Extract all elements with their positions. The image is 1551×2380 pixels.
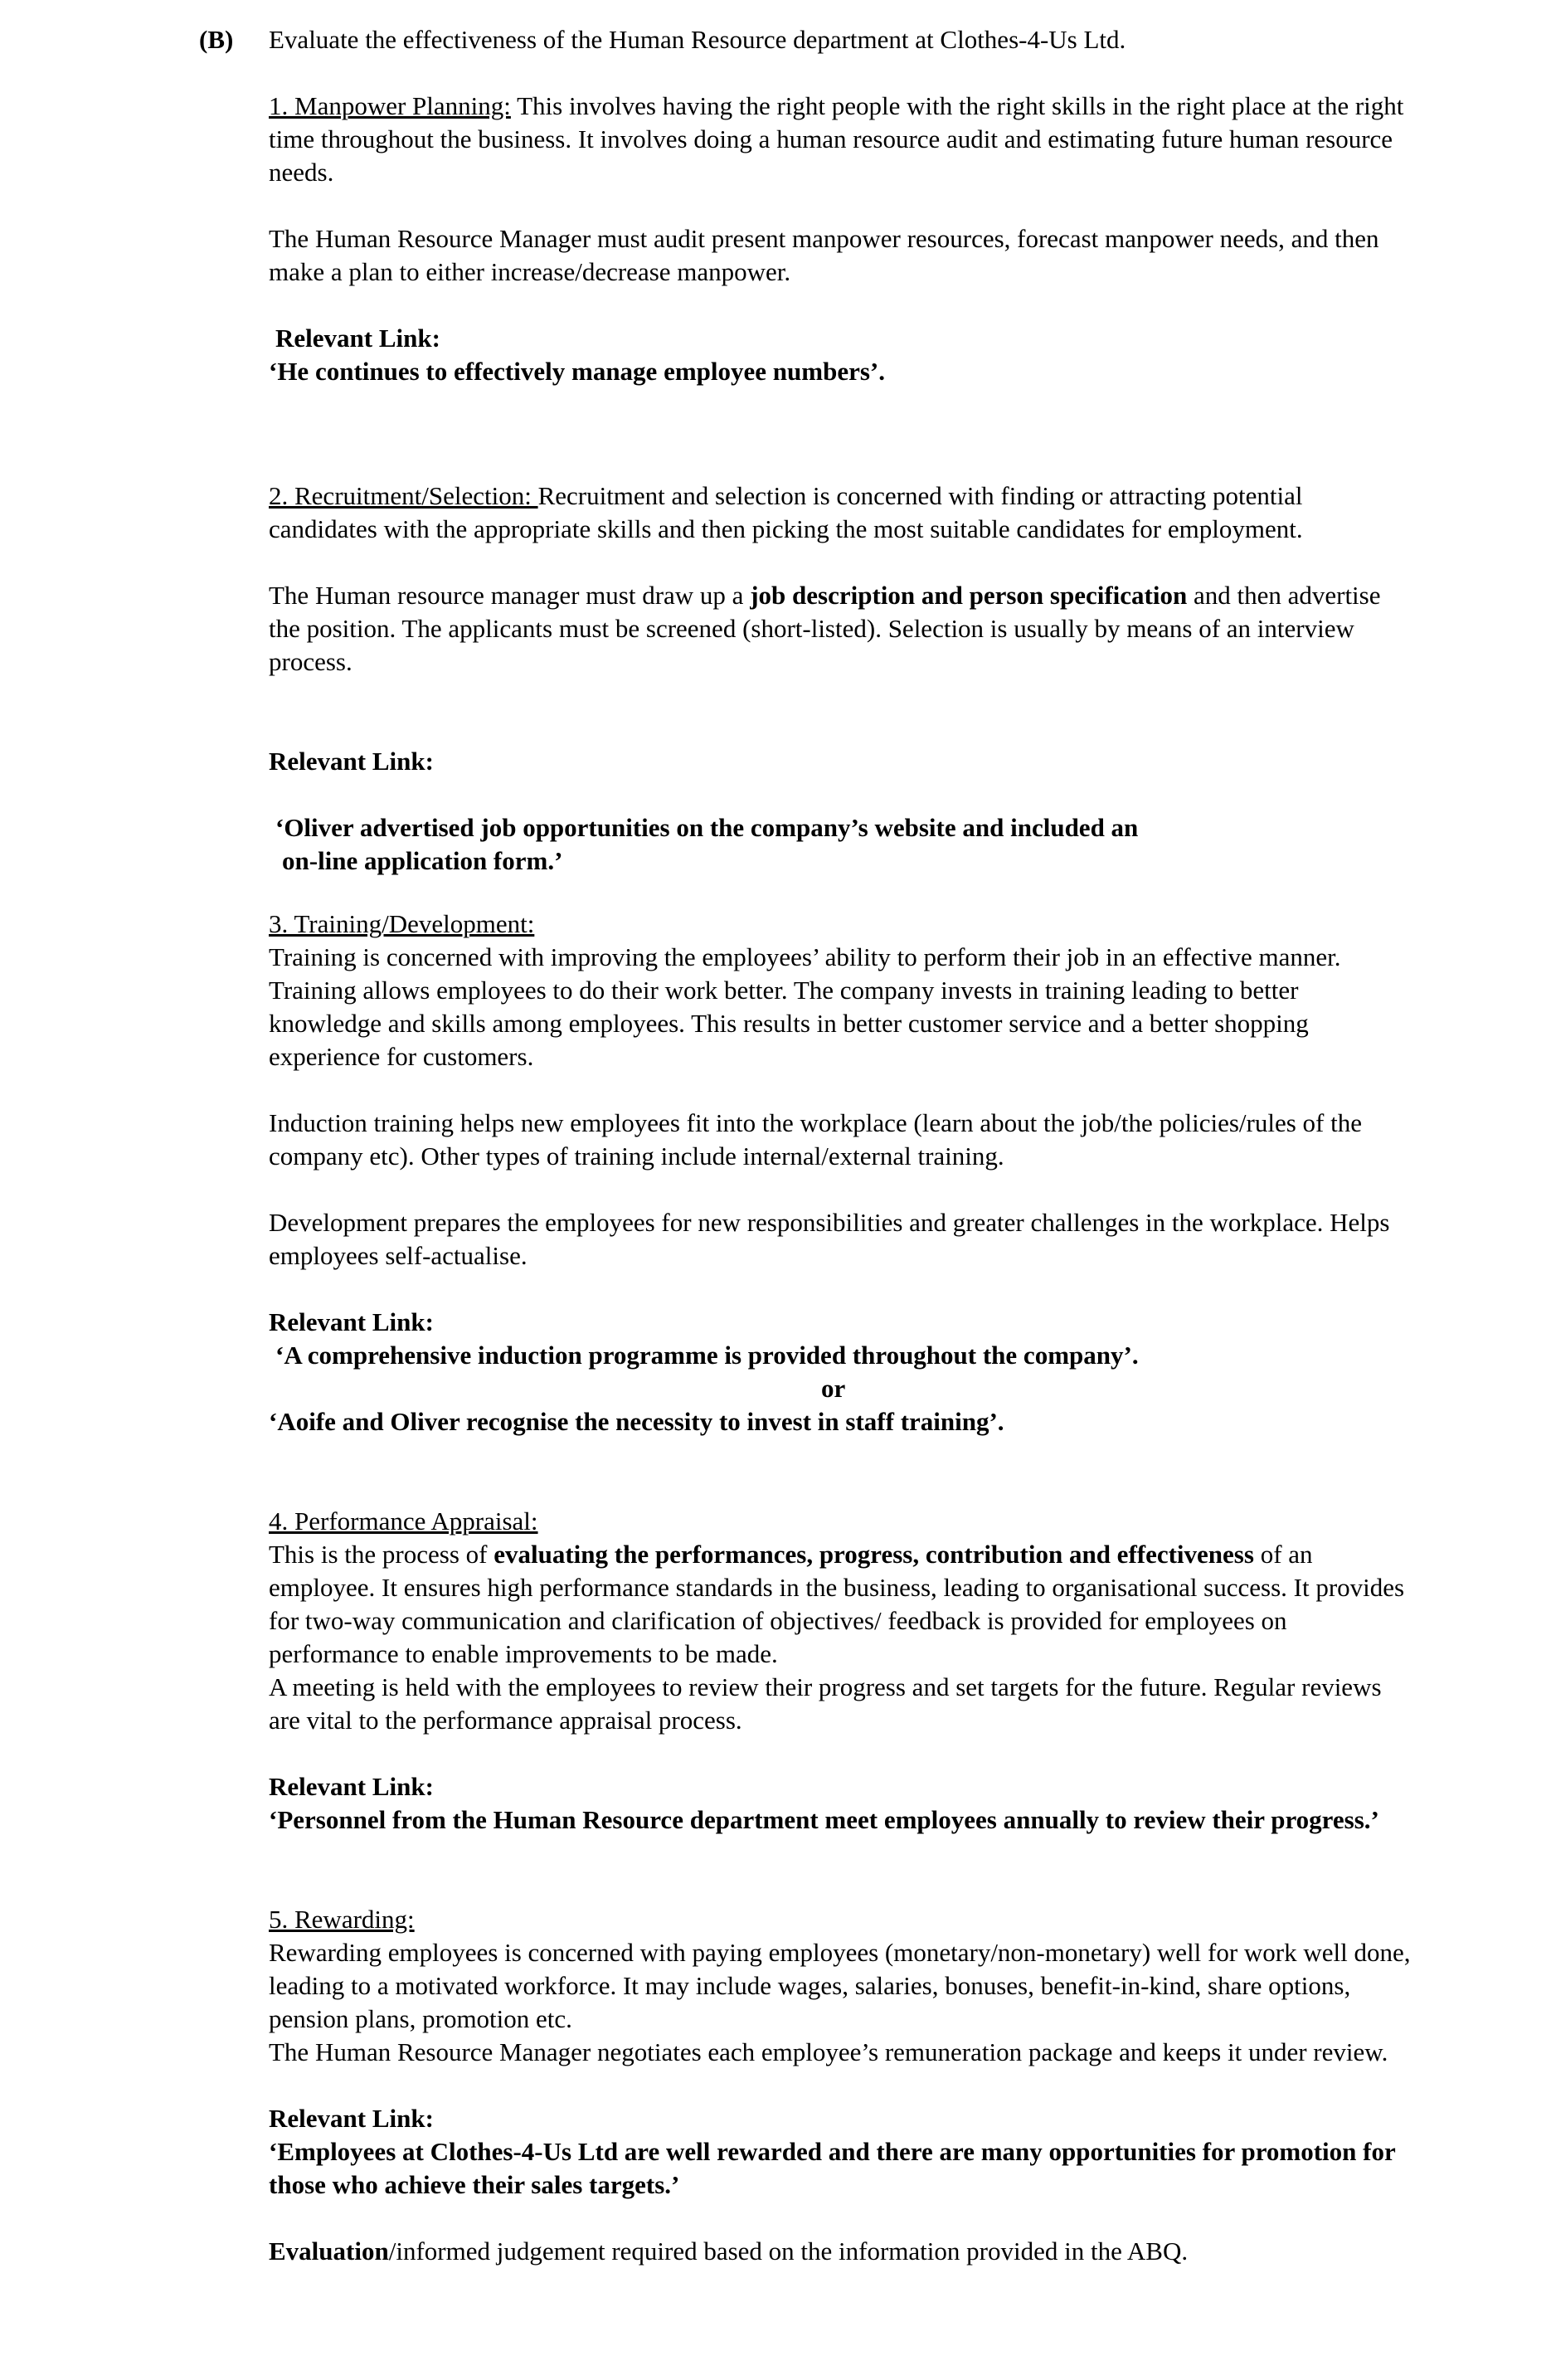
recruitment-heading: 2. Recruitment/Selection:	[269, 481, 538, 510]
recruitment-link-quote-line2: on-line application form.’	[282, 846, 563, 875]
recruitment-link-quote-line1: ‘Oliver advertised job opportunities on the company’s website and included an	[275, 813, 1139, 842]
recruitment-link-label: Relevant Link:	[269, 747, 434, 776]
rewarding-heading: 5. Rewarding:	[269, 1905, 415, 1934]
appraisal-para1: This is the process of evaluating the performances, progress, contribution and effectiveness of an employee. It ensures high performance standards in the business, leading to organisational success. It provides for two-way communication and clarification of objectives/ feedback is provided for employees on performance to enable improvements to be made.	[269, 1540, 1405, 1668]
training-link-quote2: ‘Aoife and Oliver recognise the necessity to invest in staff training’.	[269, 1407, 1004, 1436]
rewarding-para2: The Human Resource Manager negotiates each employee’s remuneration package and keeps it under review.	[269, 2037, 1388, 2066]
appraisal-link-quote: ‘Personnel from the Human Resource department meet employees annually to review their progress.’	[269, 1805, 1379, 1834]
manpower-intro: 1. Manpower Planning: This involves having the right people with the right skills in the right place at the right time throughout the business. It involves doing a human resource audit and estimating future human resource needs.	[269, 91, 1404, 187]
evaluation-note: Evaluation/informed judgement required based on the information provided in the ABQ.	[269, 2236, 1189, 2266]
rewarding-para1: Rewarding employees is concerned with paying employees (monetary/non-monetary) well for work well done, leading to a motivated workforce. It may include wages, salaries, bonuses, benefit-in-kind, share options, pension plans, promotion etc.	[269, 1938, 1411, 2033]
appraisal-link-label: Relevant Link:	[269, 1772, 434, 1801]
training-para1: Training is concerned with improving the employees’ ability to perform their job in an effective manner. Training allows employees to do their work better. The company invests in training leading to better knowledge and skills among employees. This results in better customer service and a better shopping experience for customers.	[269, 942, 1341, 1071]
section-training-development	[269, 908, 1413, 1438]
training-link-label: Relevant Link:	[269, 1307, 434, 1336]
appraisal-heading: 4. Performance Appraisal:	[269, 1506, 538, 1536]
question-label: (B)	[199, 25, 234, 54]
manpower-para2: The Human Resource Manager must audit present manpower resources, forecast manpower needs, and then make a plan to either increase/decrease manpower.	[269, 224, 1379, 286]
section-recruitment-selection	[269, 479, 1413, 878]
training-para3: Development prepares the employees for new responsibilities and greater challenges in the workplace. Helps employees self-actualise.	[269, 1208, 1390, 1270]
appraisal-para2: A meeting is held with the employees to review their progress and set targets for the future. Regular reviews are vital to the performance appraisal process.	[269, 1672, 1382, 1735]
training-link-quote1: ‘A comprehensive induction programme is provided throughout the company’.	[275, 1341, 1139, 1370]
recruitment-para2: The Human resource manager must draw up a job description and person specification and then advertise the position. The applicants must be screened (short-listed). Selection is usually by means of an interview process.	[269, 581, 1381, 676]
recruitment-intro: 2. Recruitment/Selection: Recruitment and selection is concerned with finding or attracting potential candidates with the appropriate skills and then picking the most suitable candidates for employment.	[269, 481, 1303, 543]
manpower-link-label: Relevant Link:	[275, 324, 440, 353]
question-text: Evaluate the effectiveness of the Human Resource department at Clothes-4-Us Ltd.	[269, 25, 1126, 54]
section-performance-appraisal	[269, 1505, 1413, 1837]
training-or: or	[821, 1374, 846, 1403]
document-content	[269, 23, 1413, 2268]
rewarding-link-quote: ‘Employees at Clothes-4-Us Ltd are well rewarded and there are many opportunities for promotion for those who achieve their sales targets.’	[269, 2137, 1396, 2199]
manpower-heading: 1. Manpower Planning:	[269, 91, 511, 120]
section-rewarding	[269, 1903, 1413, 2202]
section-manpower-planning	[269, 90, 1413, 388]
rewarding-link-label: Relevant Link:	[269, 2104, 434, 2133]
manpower-link-quote: ‘He continues to effectively manage employee numbers’.	[269, 357, 885, 386]
training-para2: Induction training helps new employees fit into the workplace (learn about the job/the policies/rules of the company etc). Other types of training include internal/external training.	[269, 1108, 1362, 1171]
training-heading: 3. Training/Development:	[269, 909, 535, 938]
